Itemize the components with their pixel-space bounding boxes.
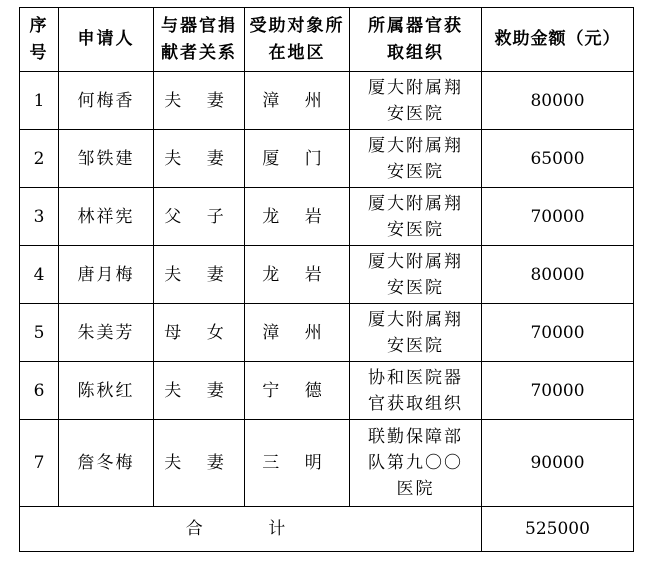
row-relation: 夫 妻 [154,420,245,507]
header-relation: 与器官捐献者关系 [154,8,245,72]
row-index: 3 [20,188,59,246]
row-region: 厦 门 [245,130,350,188]
table-row [20,420,634,507]
row-index: 7 [20,420,59,507]
table-row [20,362,634,420]
relief-fund-table [19,7,634,552]
table-row [20,246,634,304]
row-amount: 70000 [482,304,634,362]
header-row [20,8,634,72]
row-applicant: 朱美芳 [59,304,154,362]
row-region: 三 明 [245,420,350,507]
row-applicant: 陈秋红 [59,362,154,420]
header-index: 序号 [20,8,59,72]
header-org: 所属器官获取组织 [350,8,482,72]
row-org: 厦大附属翔安医院 [350,188,482,246]
header-amount: 救助金额（元） [482,8,634,72]
row-amount: 65000 [482,130,634,188]
row-applicant: 林祥宪 [59,188,154,246]
row-relation: 夫 妻 [154,362,245,420]
row-region: 龙 岩 [245,246,350,304]
table-row [20,304,634,362]
row-applicant: 何梅香 [59,72,154,130]
row-applicant: 詹冬梅 [59,420,154,507]
row-org: 协和医院器官获取组织 [350,362,482,420]
header-applicant: 申请人 [59,8,154,72]
total-amount: 525000 [482,507,634,552]
row-index: 5 [20,304,59,362]
total-label: 合 计 [20,507,482,552]
row-org: 厦大附属翔安医院 [350,130,482,188]
row-index: 6 [20,362,59,420]
row-relation: 夫 妻 [154,72,245,130]
row-relation: 母 女 [154,304,245,362]
row-index: 1 [20,72,59,130]
row-index: 4 [20,246,59,304]
row-region: 宁 德 [245,362,350,420]
row-amount: 70000 [482,362,634,420]
table-row [20,188,634,246]
row-amount: 80000 [482,246,634,304]
row-amount: 70000 [482,188,634,246]
row-org: 厦大附属翔安医院 [350,304,482,362]
row-relation: 夫 妻 [154,246,245,304]
row-region: 漳 州 [245,304,350,362]
header-region: 受助对象所在地区 [245,8,350,72]
row-index: 2 [20,130,59,188]
row-org: 联勤保障部队第九〇〇医院 [350,420,482,507]
row-region: 漳 州 [245,72,350,130]
table-row [20,72,634,130]
row-org: 厦大附属翔安医院 [350,246,482,304]
row-relation: 父 子 [154,188,245,246]
relief-table-container [19,7,634,552]
row-relation: 夫 妻 [154,130,245,188]
row-applicant: 邹铁建 [59,130,154,188]
row-region: 龙 岩 [245,188,350,246]
total-row [20,507,634,552]
row-amount: 80000 [482,72,634,130]
row-org: 厦大附属翔安医院 [350,72,482,130]
row-amount: 90000 [482,420,634,507]
table-row [20,130,634,188]
row-applicant: 唐月梅 [59,246,154,304]
